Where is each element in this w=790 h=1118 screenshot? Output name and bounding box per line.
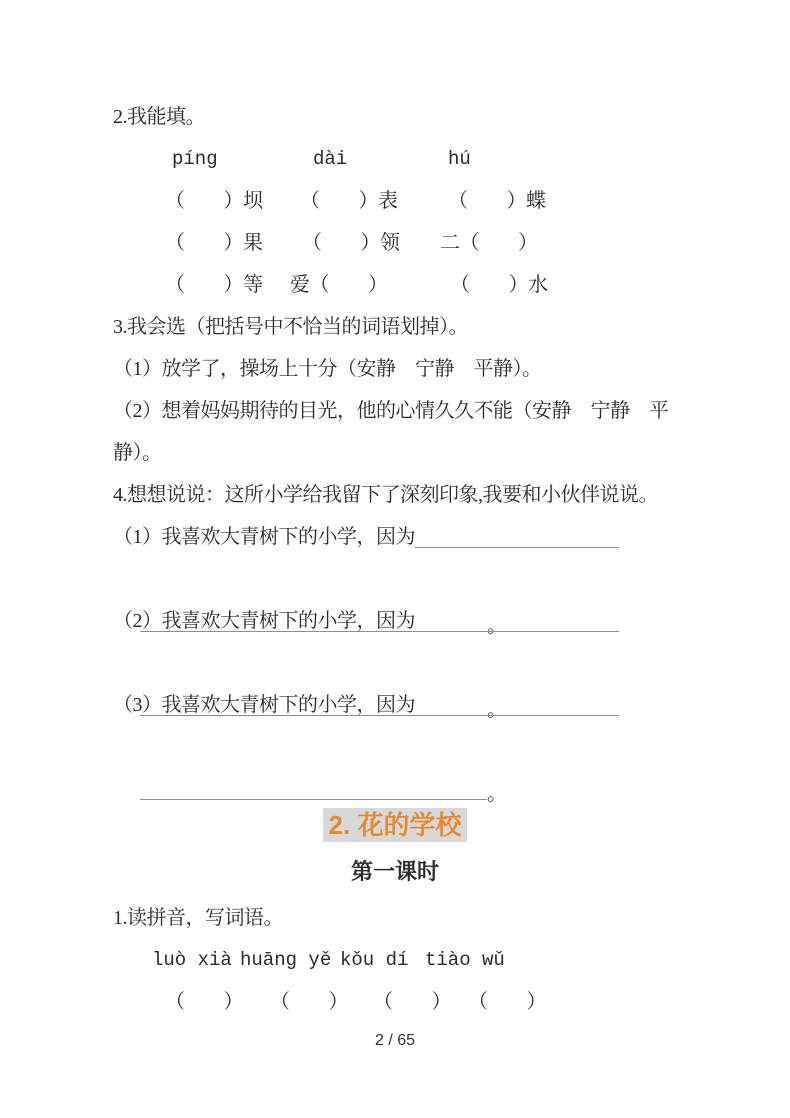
end-punct: 。 (487, 699, 507, 721)
q2-pinyin-label: píng (172, 148, 218, 170)
q1-pinyin-label: luò xià (152, 949, 232, 971)
blank-group: （ ）表 (300, 190, 398, 212)
blank-group: （ ） (468, 991, 546, 1013)
q2-pinyin-label: dài (313, 148, 348, 170)
answer-blank (140, 768, 487, 800)
blank-group: 二（ ） (440, 232, 538, 254)
blank-group: （ ）坝 (165, 190, 263, 212)
blank-group: （ ）果 (165, 232, 263, 254)
q4-item-3-line1 (113, 684, 677, 726)
blank-group: 爱（ ） (290, 274, 388, 296)
q4-item-1-line1 (113, 516, 677, 558)
q2-blank-row (113, 180, 677, 222)
q3-item-1: （1）放学了，操场上十分（安静 宁静 平静）。 (113, 358, 542, 380)
q4-item-label: （1）我喜欢大青树下的小学，因为 (113, 526, 415, 548)
q4-item-label: （3）我喜欢大青树下的小学，因为 (113, 694, 415, 716)
page-number: 2 / 65 (374, 1032, 416, 1049)
q1-title: 1.读拼音，写词语。 (113, 907, 283, 929)
q1-pinyin-label: kǒu dí (340, 949, 409, 971)
blank-group: （ ） (270, 991, 348, 1013)
q1-pinyin-row (113, 939, 677, 981)
q4-item-2-line1 (113, 600, 677, 642)
q3-item-2-line2: 静）。 (113, 442, 162, 464)
end-punct: 。 (487, 615, 507, 637)
q2-pinyin-label: hú (448, 148, 471, 170)
blank-group: （ ）领 (302, 232, 400, 254)
worksheet-content (113, 96, 677, 1023)
blank-group: （ ） (165, 991, 243, 1013)
blank-group: （ ）水 (450, 274, 548, 296)
q1-blank-row (113, 981, 677, 1023)
blank-group: （ ）等 (165, 274, 263, 296)
q2-blank-row (113, 222, 677, 264)
blank-group: （ ）蝶 (448, 190, 546, 212)
q4-title: 4.想想说说：这所小学给我留下了深刻印象,我要和小伙伴说说。 (113, 484, 658, 506)
q2-title: 2.我能填。 (113, 106, 205, 128)
q2-blank-row (113, 264, 677, 306)
lesson-heading: 2. 花的学校 (323, 808, 468, 842)
q4-item-3-line2 (113, 726, 677, 805)
q2-pinyin-row (113, 138, 677, 180)
q4-item-label: （2）我喜欢大青树下的小学，因为 (113, 610, 415, 632)
answer-blank (415, 516, 619, 548)
answer-blank (415, 600, 619, 632)
q3-item-2-line1: （2）想着妈妈期待的目光，他的心情久久不能（安静 宁静 平 (113, 400, 669, 422)
lesson-subheading: 第一课时 (350, 859, 439, 884)
q3-title: 3.我会选（把括号中不恰当的词语划掉）。 (113, 316, 468, 338)
q1-pinyin-label: tiào wǔ (425, 949, 505, 971)
end-punct: 。 (487, 783, 507, 805)
q1-pinyin-label: huāng yě (240, 949, 332, 971)
lesson-heading-wrap (113, 808, 677, 844)
blank-group: （ ） (373, 991, 451, 1013)
answer-blank (415, 684, 619, 716)
